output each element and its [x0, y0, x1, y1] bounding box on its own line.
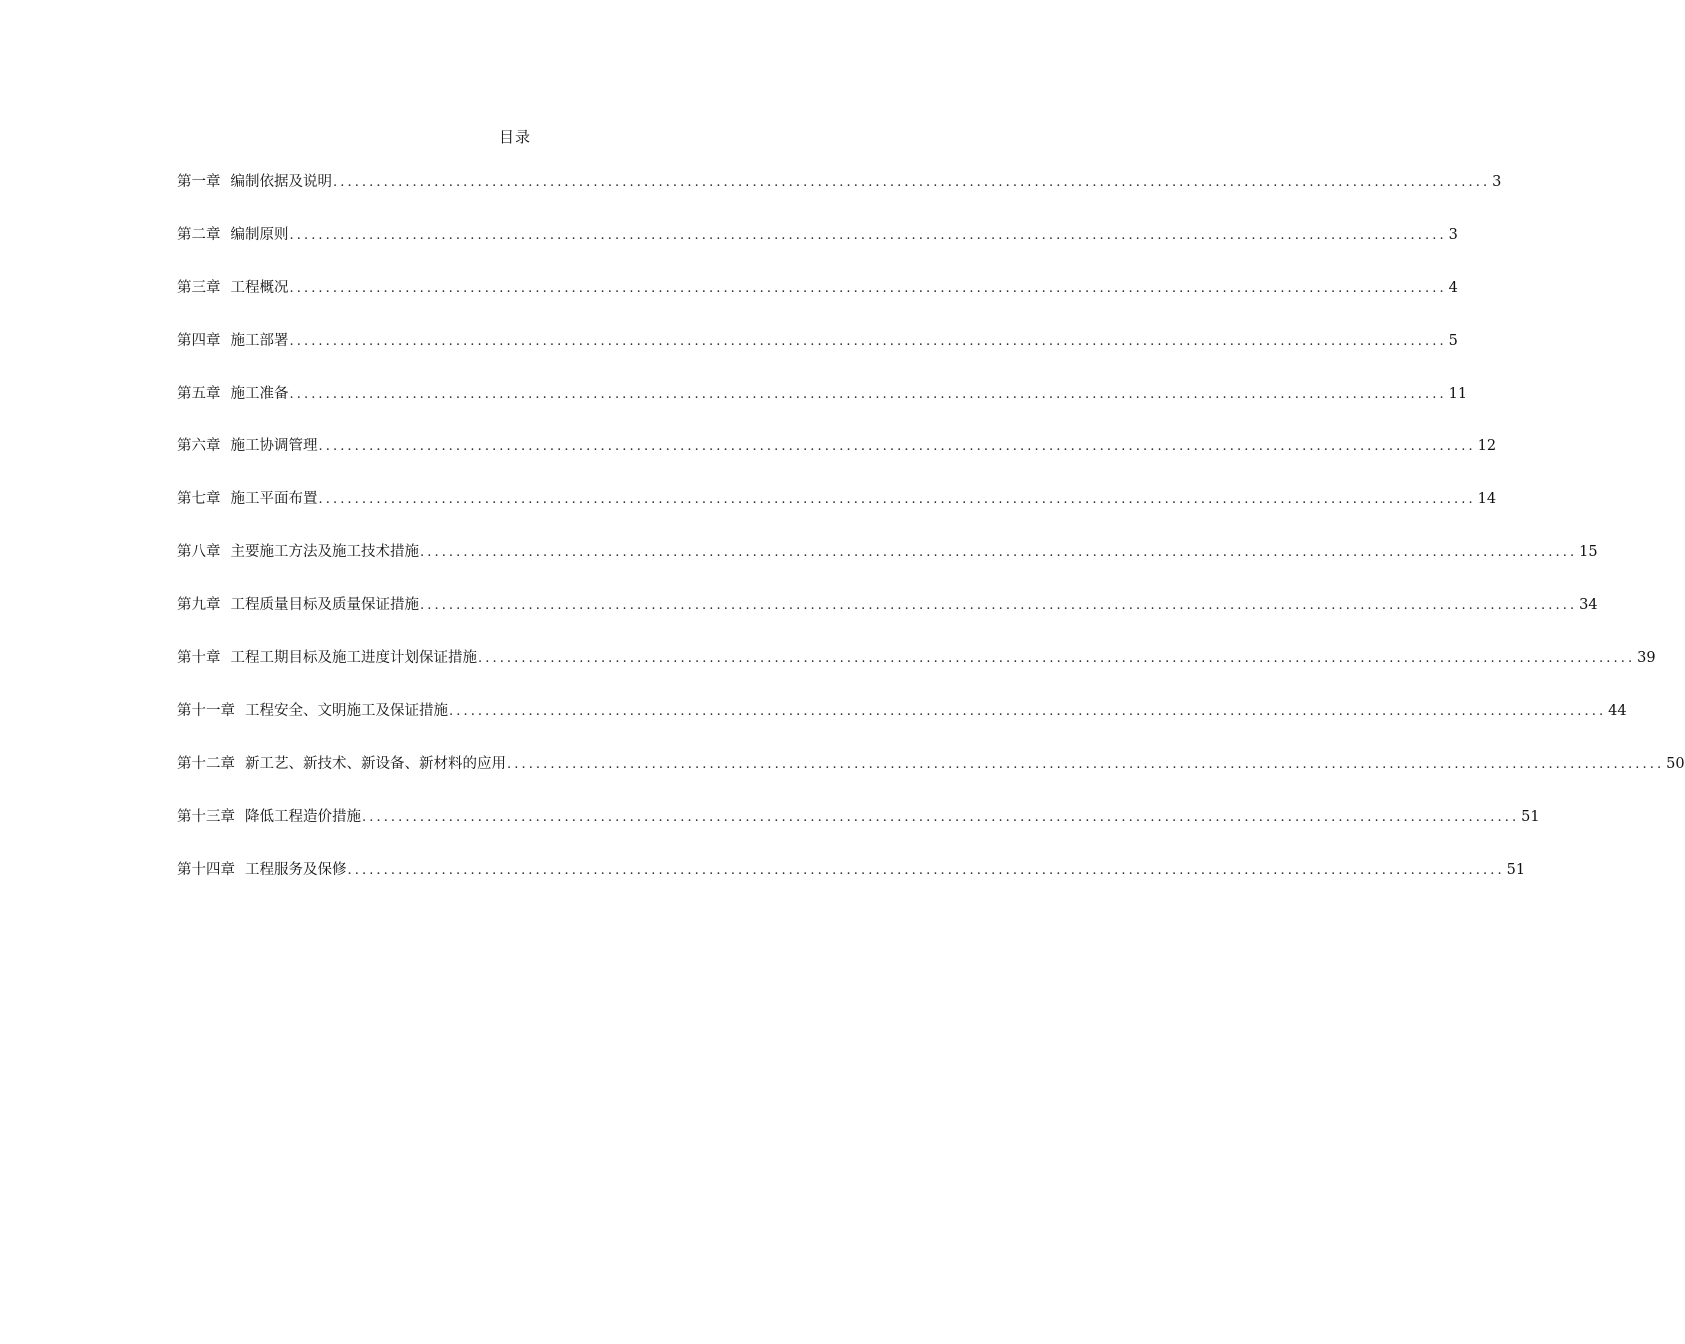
toc-chapter-label: 第七章	[177, 491, 221, 508]
toc-entry[interactable]	[177, 276, 1458, 329]
toc-dot-leader: ................................................................................................................................................................	[507, 756, 1665, 772]
toc-entry-title: 施工部署	[230, 332, 289, 349]
toc-entry[interactable]	[177, 646, 1656, 699]
toc-chapter-label: 第五章	[177, 385, 221, 402]
toc-entry[interactable]	[177, 540, 1598, 593]
toc-dot-leader: ................................................................................................................................................................	[289, 280, 1447, 296]
toc-dot-leader: ................................................................................................................................................................	[478, 651, 1636, 667]
toc-page-number: 39	[1637, 650, 1656, 667]
toc-dot-leader: ................................................................................................................................................................	[289, 386, 1447, 402]
toc-entry-title: 施工平面布置	[230, 491, 318, 508]
toc-page-number: 14	[1477, 491, 1497, 508]
toc-entry-title: 工程安全、文明施工及保证措施	[245, 702, 448, 719]
toc-entry[interactable]	[177, 382, 1468, 435]
toc-entry[interactable]	[177, 699, 1627, 752]
toc-entry-title: 施工准备	[230, 385, 289, 402]
toc-page-number: 5	[1448, 332, 1458, 349]
toc-entry-title: 主要施工方法及施工技术措施	[230, 544, 419, 561]
toc-chapter-label: 第十三章	[177, 808, 235, 825]
toc-page-number: 3	[1448, 226, 1458, 243]
toc-chapter-label: 第八章	[177, 544, 221, 561]
toc-entry[interactable]	[177, 752, 1685, 805]
toc-page-number: 3	[1492, 174, 1502, 190]
toc-entry-title: 工程服务及保修	[245, 861, 347, 878]
toc-entry-title: 工程质量目标及质量保证措施	[230, 597, 419, 614]
toc-entry-title: 工程概况	[230, 279, 289, 296]
toc-page-number: 44	[1608, 702, 1627, 719]
toc-dot-leader: ................................................................................................................................................................	[420, 598, 1578, 614]
toc-dot-leader: ................................................................................................................................................................	[289, 227, 1447, 243]
toc-entry[interactable]	[177, 223, 1458, 276]
toc-page-number: 50	[1666, 755, 1685, 772]
toc-dot-leader: ................................................................................................................................................................	[318, 439, 1476, 455]
toc-dot-leader: ................................................................................................................................................................	[449, 703, 1607, 719]
toc-list	[177, 170, 1685, 910]
toc-entry[interactable]	[177, 434, 1497, 487]
toc-chapter-label: 第六章	[177, 438, 221, 455]
toc-entry[interactable]	[177, 805, 1540, 858]
toc-dot-leader: ................................................................................................................................................................	[362, 809, 1520, 825]
toc-entry-title: 降低工程造价措施	[245, 808, 361, 825]
toc-chapter-label: 第三章	[177, 279, 221, 296]
toc-chapter-label: 第十四章	[177, 861, 235, 878]
toc-dot-leader: ................................................................................................................................................................	[333, 175, 1491, 190]
toc-entry-title: 新工艺、新技术、新设备、新材料的应用	[245, 755, 506, 772]
toc-dot-leader: ................................................................................................................................................................	[347, 862, 1505, 878]
toc-page-number: 15	[1579, 544, 1598, 561]
toc-page-number: 51	[1506, 861, 1526, 878]
toc-entry[interactable]	[177, 329, 1458, 382]
toc-entry[interactable]	[177, 487, 1497, 540]
toc-chapter-label: 第十章	[177, 650, 221, 667]
toc-dot-leader: ................................................................................................................................................................	[289, 333, 1447, 349]
toc-entry-title: 编制原则	[230, 226, 289, 243]
toc-chapter-label: 第二章	[177, 226, 221, 243]
toc-chapter-label: 第四章	[177, 332, 221, 349]
toc-page-number: 12	[1477, 438, 1497, 455]
toc-dot-leader: ................................................................................................................................................................	[318, 492, 1476, 508]
toc-chapter-label: 第九章	[177, 597, 221, 614]
toc-entry[interactable]	[177, 170, 1502, 223]
toc-chapter-label: 第十二章	[177, 755, 235, 772]
toc-chapter-label: 第一章	[177, 174, 221, 190]
toc-entry[interactable]	[177, 593, 1598, 646]
toc-chapter-label: 第十一章	[177, 702, 235, 719]
toc-entry-title: 编制依据及说明	[230, 174, 332, 190]
toc-title: 目录	[498, 128, 531, 146]
toc-entry-title: 施工协调管理	[230, 438, 318, 455]
toc-dot-leader: ................................................................................................................................................................	[420, 545, 1578, 561]
toc-page-number: 34	[1579, 597, 1598, 614]
toc-page-number: 4	[1448, 279, 1458, 296]
toc-entry[interactable]	[177, 858, 1526, 911]
toc-page-number: 51	[1521, 808, 1540, 825]
toc-page-number: 11	[1448, 385, 1468, 402]
toc-entry-title: 工程工期目标及施工进度计划保证措施	[230, 650, 477, 667]
